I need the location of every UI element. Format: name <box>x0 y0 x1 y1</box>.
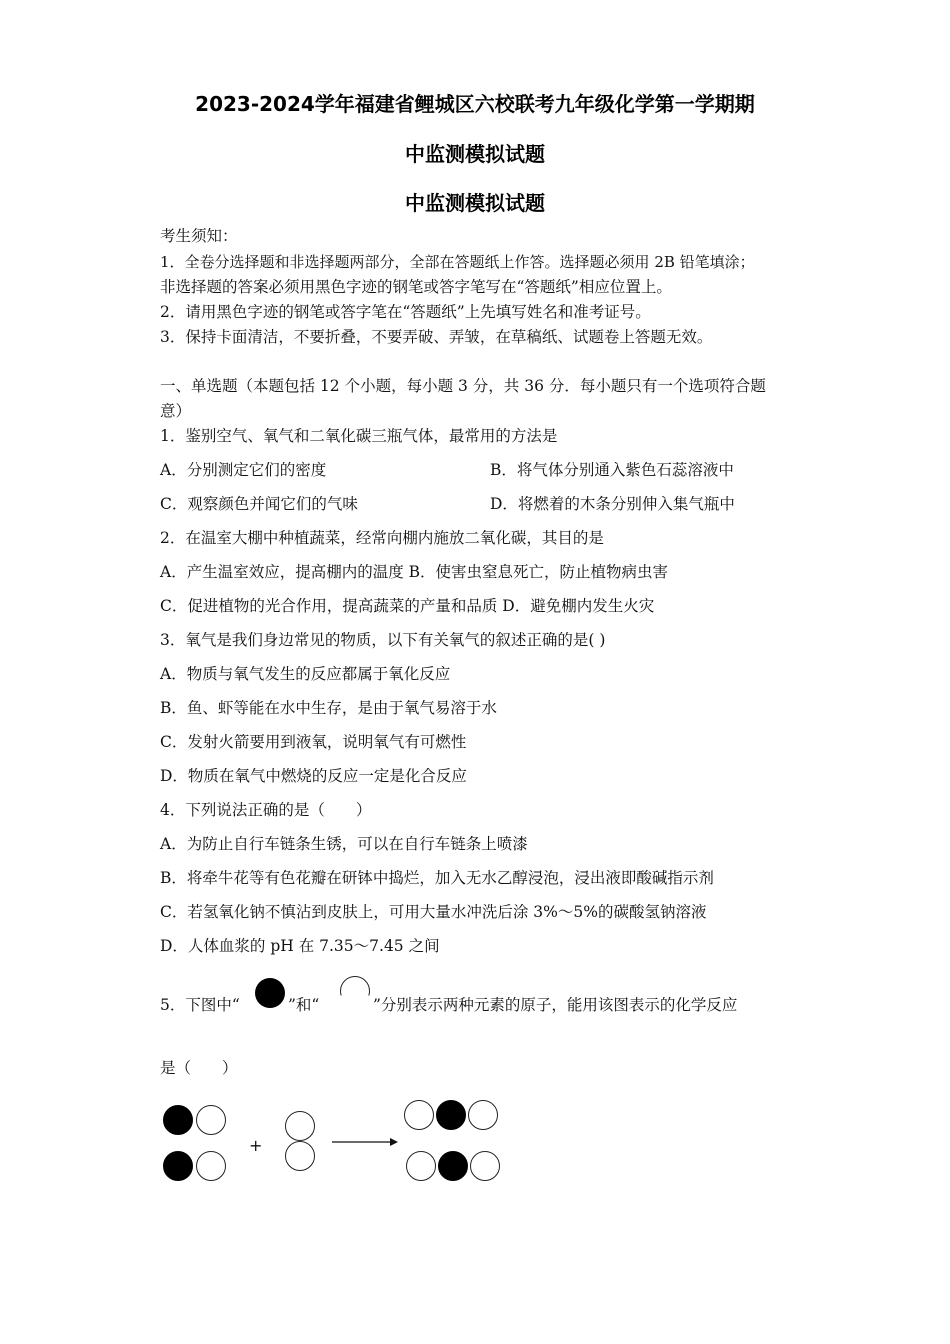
reaction-arrow-icon <box>330 1134 400 1150</box>
notice-item-1a: 1．全卷分选择题和非选择题两部分，全部在答题纸上作答。选择题必须用 2B 铅笔填涂； <box>160 253 755 271</box>
question-4-option-a: A．为防止自行车链条生锈，可以在自行车链条上喷漆 <box>160 835 528 853</box>
product-light-atom <box>406 1151 436 1181</box>
product-light-atom <box>468 1100 498 1130</box>
question-3-stem: 3．氧气是我们身边常见的物质，以下有关氧气的叙述正确的是( ) <box>160 631 606 649</box>
question-3-option-c: C．发射火箭要用到液氧，说明氧气有可燃性 <box>160 733 467 751</box>
reactant-dark-atom <box>163 1105 193 1135</box>
question-5-stem-part1: 5．下图中“ <box>160 996 240 1014</box>
question-1-option-b: B．将气体分别通入紫色石蕊溶液中 <box>490 461 734 479</box>
question-1-option-a: A．分别测定它们的密度 <box>160 461 327 479</box>
question-3-option-b: B．鱼、虾等能在水中生存，是由于氧气易溶于水 <box>160 699 497 717</box>
product-dark-atom <box>438 1151 468 1181</box>
question-1-option-d: D．将燃着的木条分别伸入集气瓶中 <box>490 495 735 513</box>
reactant-light-atom <box>196 1151 226 1181</box>
question-1-option-c: C．观察颜色并闻它们的气味 <box>160 495 358 513</box>
notice-heading: 考生须知： <box>160 227 238 245</box>
page-title: 2023-2024学年福建省鲤城区六校联考九年级化学第一学期期 <box>195 92 755 116</box>
reactant-b2-atom <box>285 1141 315 1171</box>
question-4-option-c: C．若氢氧化钠不慎沾到皮肤上，可用大量水冲洗后涂 3%～5%的碳酸氢钠溶液 <box>160 903 707 921</box>
question-1-stem: 1．鉴别空气、氧气和二氧化碳三瓶气体，最常用的方法是 <box>160 427 558 445</box>
product-light-atom <box>470 1151 500 1181</box>
light-atom-icon <box>340 976 370 1006</box>
notice-item-2: 2．请用黑色字迹的钢笔或答字笔在“答题纸”上先填写姓名和准考证号。 <box>160 303 651 321</box>
product-dark-atom <box>436 1100 466 1130</box>
question-2-options-ab: A．产生温室效应，提高棚内的温度 B．使害虫窒息死亡，防止植物病虫害 <box>160 563 669 581</box>
notice-item-3: 3．保持卡面清洁，不要折叠，不要弄破、弄皱，在草稿纸、试题卷上答题无效。 <box>160 328 713 346</box>
reactant-light-atom <box>196 1105 226 1135</box>
section-heading-cont: 意） <box>160 402 192 420</box>
question-4-option-b: B．将牵牛花等有色花瓣在研钵中捣烂，加入无水乙醇浸泡，浸出液即酸碱指示剂 <box>160 869 714 887</box>
question-2-options-cd: C．促进植物的光合作用，提高蔬菜的产量和品质 D．避免棚内发生火灾 <box>160 597 655 615</box>
reactant-b2-atom <box>285 1111 315 1141</box>
question-3-option-a: A．物质与氧气发生的反应都属于氧化反应 <box>160 665 451 683</box>
question-5-stem-part2: ”和“ <box>288 996 320 1014</box>
question-4-option-d: D．人体血浆的 pH 在 7.35～7.45 之间 <box>160 937 440 955</box>
dark-atom-icon <box>255 978 285 1008</box>
section-heading: 一、单选题（本题包括 12 个小题，每小题 3 分，共 36 分．每小题只有一个选项符合题 <box>160 377 766 395</box>
question-2-stem: 2．在温室大棚中种植蔬菜，经常向棚内施放二氧化碳，其目的是 <box>160 529 604 547</box>
product-light-atom <box>404 1100 434 1130</box>
question-5-stem-part3: ”分别表示两种元素的原子，能用该图表示的化学反应 <box>373 996 738 1014</box>
question-4-stem: 4．下列说法正确的是（ ） <box>160 801 372 819</box>
reactant-dark-atom <box>163 1151 193 1181</box>
page-subtitle: 中监测模拟试题 <box>405 142 545 166</box>
page-subtitle-repeat: 中监测模拟试题 <box>405 191 545 215</box>
question-3-option-d: D．物质在氧气中燃烧的反应一定是化合反应 <box>160 767 467 785</box>
notice-item-1b: 非选择题的答案必须用黑色字迹的钢笔或答字笔写在“答题纸”相应位置上。 <box>160 278 672 296</box>
plus-sign: + <box>249 1136 263 1155</box>
question-5-stem-end: 是（ ） <box>160 1059 238 1077</box>
